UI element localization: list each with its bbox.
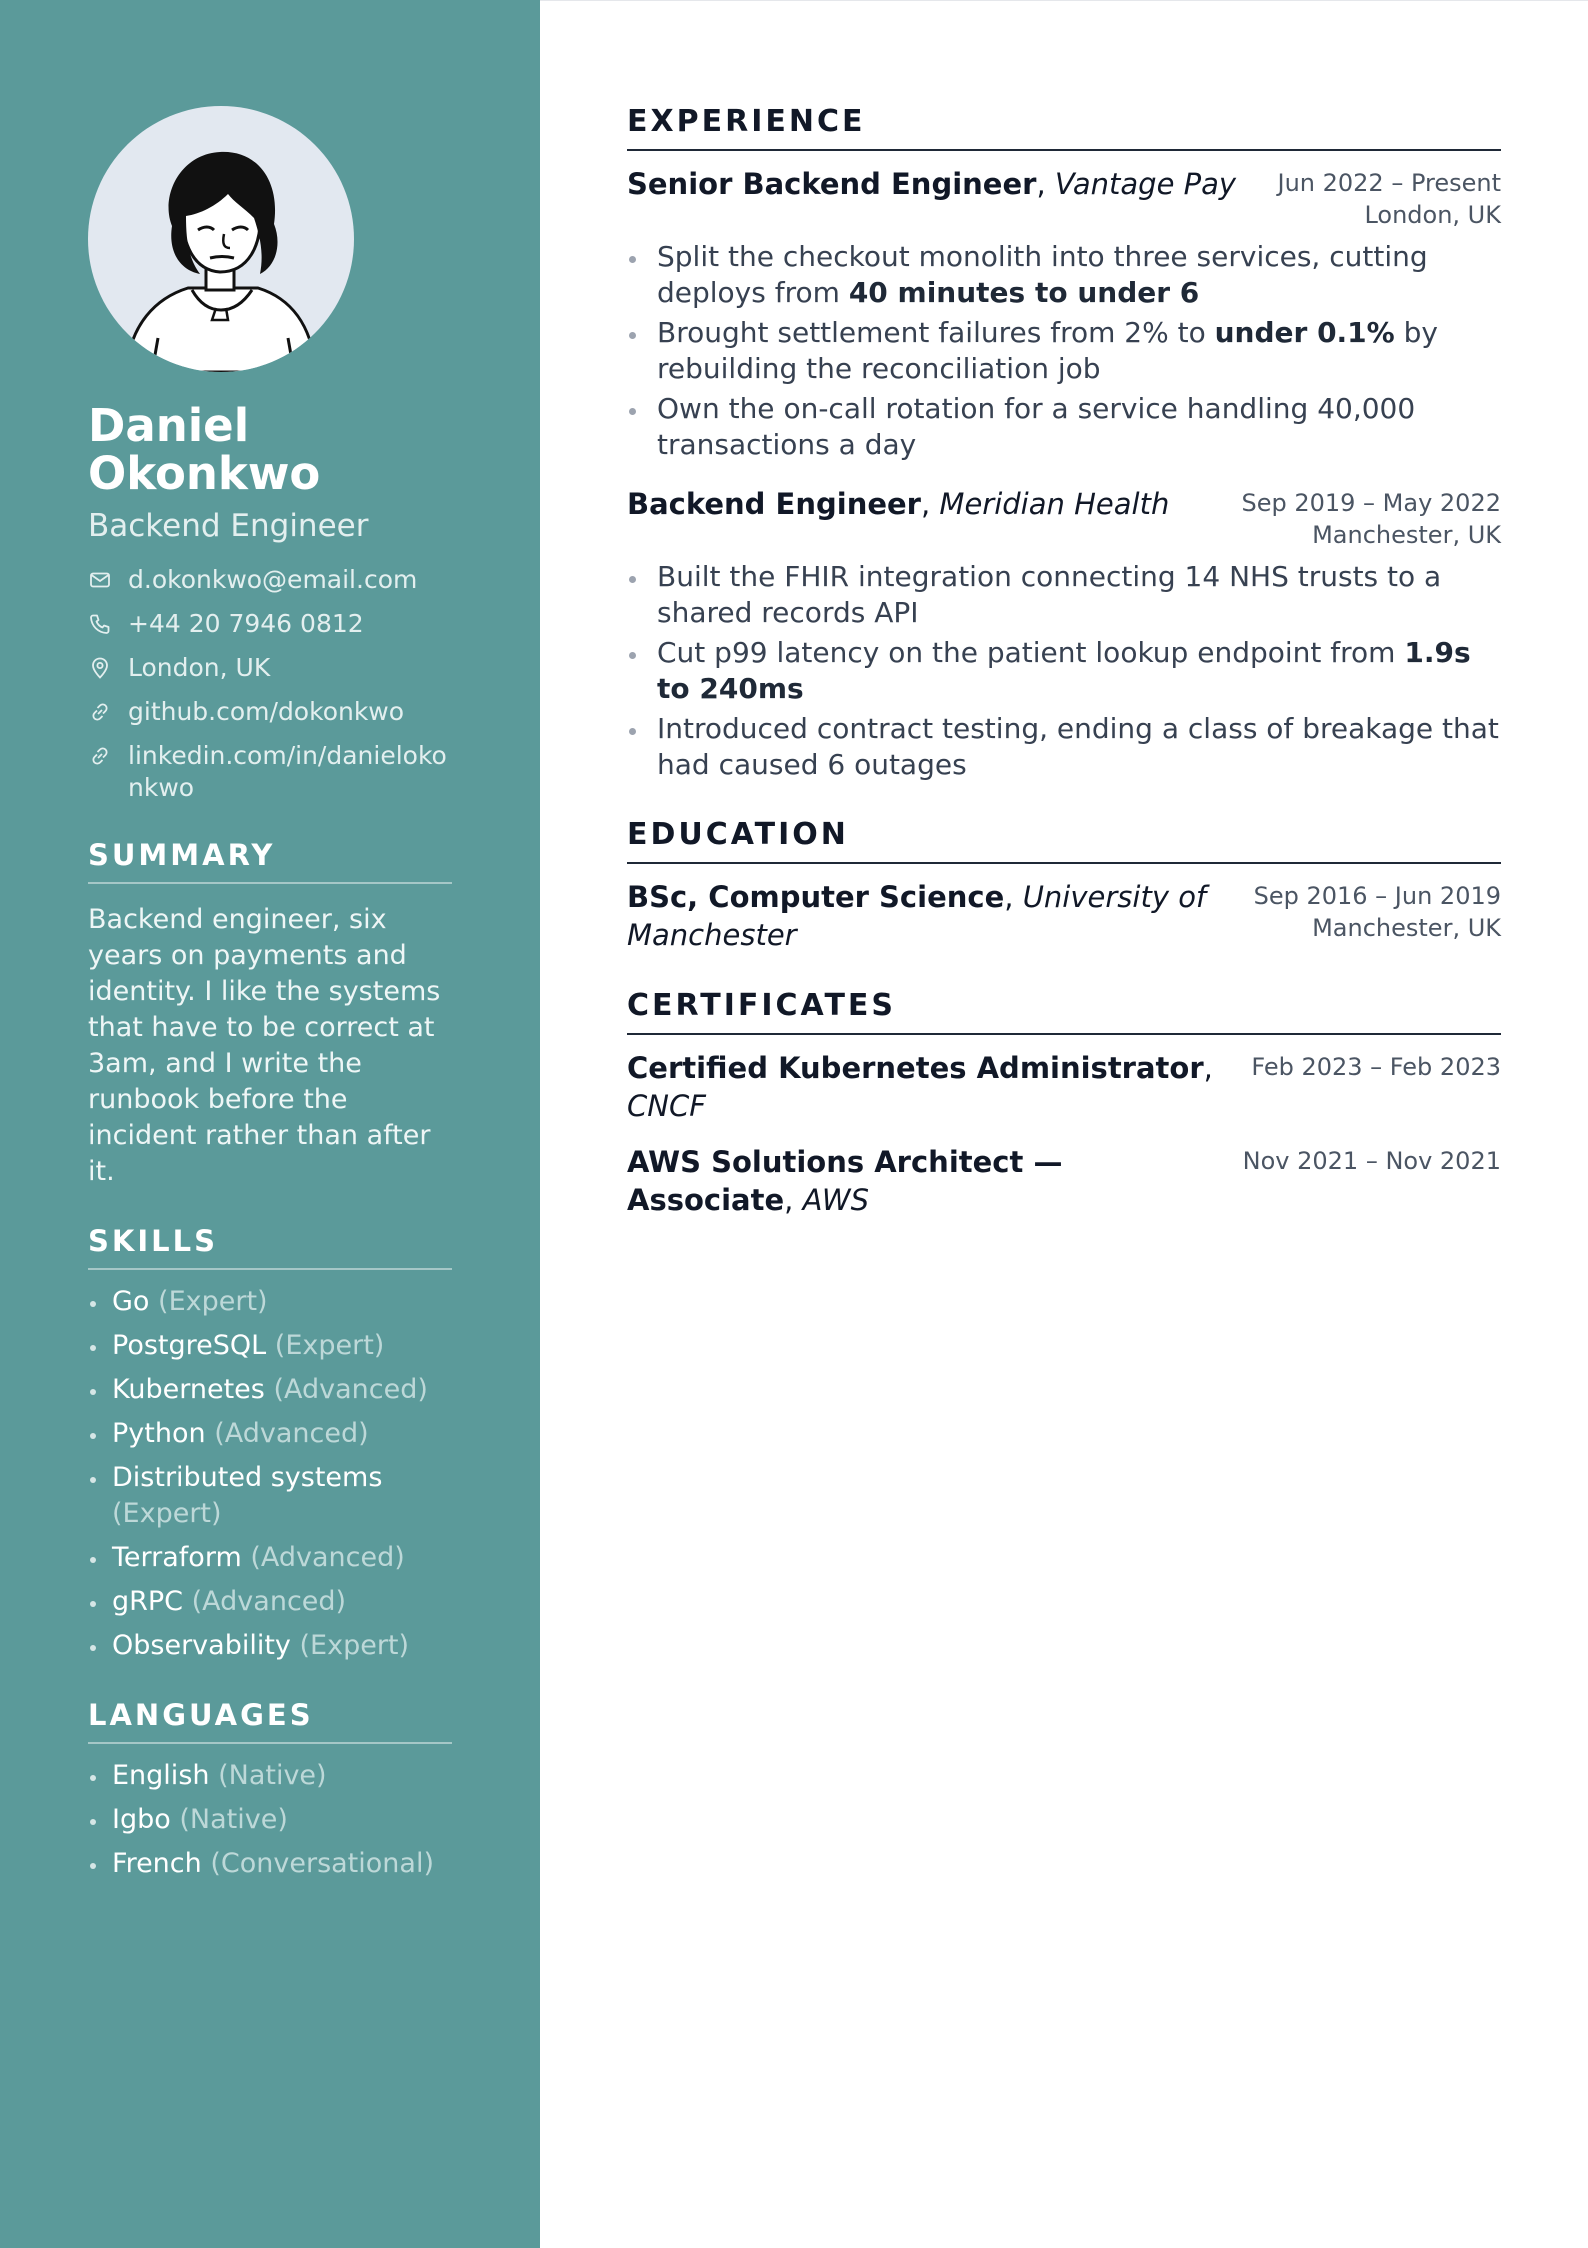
- job-bullet: [627, 391, 1501, 463]
- skill-item: [88, 1372, 452, 1408]
- skill-item: [88, 1416, 452, 1452]
- education-location: Manchester, UK: [1312, 914, 1501, 942]
- contact-list: [88, 564, 452, 804]
- education-degree: BSc, Computer Science: [627, 880, 1005, 914]
- job-dates: Sep 2019 – May 2022: [1241, 489, 1501, 517]
- job-bullet: [627, 635, 1501, 707]
- certificate-title-line: [627, 1143, 1067, 1219]
- location-pin-icon: [88, 656, 112, 680]
- languages-heading: LANGUAGES: [88, 1698, 452, 1744]
- education-title-line: [627, 878, 1247, 954]
- bullet-highlight: 40 minutes to under 6: [848, 276, 1200, 309]
- language-level: (Native): [218, 1760, 327, 1791]
- skill-level: (Expert): [158, 1286, 268, 1317]
- skill-name: gRPC: [112, 1586, 184, 1617]
- skill-name: PostgreSQL: [112, 1330, 267, 1361]
- skill-item: [88, 1460, 452, 1532]
- languages-list: [88, 1758, 452, 1882]
- job-bullets: [627, 239, 1501, 463]
- skill-name: Terraform: [112, 1542, 242, 1573]
- first-name: Daniel: [88, 399, 250, 452]
- certificate-header: [627, 1143, 1501, 1219]
- bullet-text-end: by rebuilding the reconciliation job: [657, 316, 1438, 385]
- education-entry: [627, 878, 1501, 954]
- certificate-entry: [627, 1143, 1501, 1219]
- certificate-dates: Feb 2023 – Feb 2023: [1251, 1053, 1501, 1081]
- job-location: London, UK: [1364, 201, 1501, 229]
- job-header: [627, 485, 1501, 551]
- education-heading: EDUCATION: [627, 817, 1501, 864]
- experience-heading: EXPERIENCE: [627, 104, 1501, 151]
- sidebar: [0, 0, 540, 2248]
- main-content: [627, 104, 1501, 1219]
- skill-level: (Advanced): [250, 1542, 405, 1573]
- bullet-text: Own the on-call rotation for a service handling 40,000 transactions a day: [657, 392, 1416, 461]
- phone-icon: [88, 612, 112, 636]
- bullet-text: Introduced contract testing, ending a class of breakage that had caused 6 outages: [657, 712, 1499, 781]
- contact-location: [88, 652, 452, 684]
- contact-github[interactable]: [88, 696, 452, 728]
- job-bullet: [627, 239, 1501, 311]
- language-item: [88, 1846, 452, 1882]
- certificate-dates: Nov 2021 – Nov 2021: [1242, 1147, 1501, 1175]
- contact-email[interactable]: [88, 564, 452, 596]
- job-entry: [627, 485, 1501, 783]
- skill-level: (Advanced): [214, 1418, 369, 1449]
- certificate-separator: ,: [1203, 1051, 1213, 1085]
- education-dates: Sep 2016 – Jun 2019: [1253, 882, 1501, 910]
- job-role: Backend Engineer: [627, 487, 921, 521]
- skill-name: Go: [112, 1286, 150, 1317]
- skill-item: [88, 1328, 452, 1364]
- certificate-name: Certified Kubernetes Administrator: [627, 1051, 1204, 1085]
- education-meta: [1254, 880, 1501, 944]
- contact-linkedin-text: linkedin.com/in/danielokonkwo: [128, 741, 447, 802]
- skill-name: Python: [112, 1418, 206, 1449]
- skill-item: [88, 1628, 452, 1664]
- link-icon: [88, 744, 112, 768]
- person-illustration-icon: [88, 106, 354, 372]
- job-company: Vantage Pay: [1054, 167, 1237, 201]
- person-name: [88, 399, 452, 500]
- skill-level: (Advanced): [273, 1374, 428, 1405]
- education-separator: ,: [1004, 880, 1023, 914]
- certificate-issuer: CNCF: [627, 1089, 706, 1123]
- skill-level: (Expert): [274, 1330, 385, 1361]
- job-bullets: [627, 559, 1501, 783]
- skills-heading: SKILLS: [88, 1224, 452, 1270]
- language-level: (Native): [179, 1804, 288, 1835]
- job-bullet: [627, 315, 1501, 387]
- job-bullet: [627, 711, 1501, 783]
- skill-level: (Expert): [299, 1630, 410, 1661]
- contact-phone[interactable]: [88, 608, 452, 640]
- job-title-line: [627, 165, 1236, 203]
- skill-item: [88, 1584, 452, 1620]
- education-header: [627, 878, 1501, 954]
- skill-item: [88, 1540, 452, 1576]
- job-entry: [627, 165, 1501, 463]
- certificate-header: [627, 1049, 1501, 1125]
- bullet-text: Built the FHIR integration connecting 14 NHS trusts to a shared records API: [657, 560, 1442, 629]
- certificate-title-line: [627, 1049, 1247, 1125]
- skill-item: [88, 1284, 452, 1320]
- language-name: French: [112, 1848, 202, 1879]
- language-item: [88, 1802, 452, 1838]
- job-company: Meridian Health: [939, 487, 1170, 521]
- certificates-heading: CERTIFICATES: [627, 988, 1501, 1035]
- job-role: Senior Backend Engineer: [627, 167, 1037, 201]
- certificate-meta: [1243, 1145, 1501, 1177]
- job-meta: [1241, 487, 1501, 551]
- bullet-text: Split the checkout monolith into three services, cutting deploys from: [657, 240, 1428, 309]
- avatar: [88, 106, 354, 372]
- contact-email-text: d.okonkwo@email.com: [128, 565, 418, 594]
- bullet-text: Cut p99 latency on the patient lookup endpoint from: [657, 636, 1405, 669]
- job-meta: [1277, 167, 1501, 231]
- skill-name: Kubernetes: [112, 1374, 265, 1405]
- certificate-issuer: AWS: [802, 1183, 869, 1217]
- contact-location-text: London, UK: [128, 653, 271, 682]
- job-location: Manchester, UK: [1312, 521, 1501, 549]
- skill-name: Distributed systems: [112, 1462, 383, 1493]
- language-item: [88, 1758, 452, 1794]
- skill-name: Observability: [112, 1630, 291, 1661]
- job-separator: ,: [920, 487, 940, 521]
- certificate-name: AWS Solutions Architect — Associate: [627, 1145, 1063, 1217]
- certificate-meta: [1251, 1051, 1501, 1083]
- certificate-entry: [627, 1049, 1501, 1125]
- bullet-text: Brought settlement failures from 2% to: [657, 316, 1215, 349]
- job-title: Backend Engineer: [88, 508, 369, 544]
- language-name: Igbo: [112, 1804, 171, 1835]
- job-separator: ,: [1036, 167, 1055, 201]
- job-header: [627, 165, 1501, 231]
- summary-text: Backend engineer, six years on payments and identity. I like the systems that have to be correct at 3am, and I write the runbook before the incident rather than after it.: [88, 904, 441, 1187]
- bullet-highlight: 1.9s to 240ms: [657, 636, 1471, 705]
- bullet-highlight: under 0.1%: [1214, 316, 1395, 349]
- language-level: (Conversational): [210, 1848, 434, 1879]
- link-icon: [88, 700, 112, 724]
- skill-level: (Advanced): [191, 1586, 347, 1617]
- job-dates: Jun 2022 – Present: [1277, 169, 1501, 197]
- skills-list: [88, 1284, 452, 1664]
- contact-linkedin[interactable]: [88, 740, 452, 804]
- skill-level: (Expert): [112, 1498, 222, 1529]
- contact-github-text: github.com/dokonkwo: [128, 697, 405, 726]
- summary-heading: SUMMARY: [88, 838, 452, 884]
- job-bullet: [627, 559, 1501, 631]
- education-school: University of Manchester: [627, 880, 1207, 952]
- certificate-separator: ,: [784, 1183, 803, 1217]
- mail-icon: [88, 568, 112, 592]
- language-name: English: [112, 1760, 210, 1791]
- job-title-line: [627, 485, 1169, 523]
- last-name: Okonkwo: [88, 447, 321, 500]
- contact-phone-text: +44 20 7946 0812: [128, 609, 364, 638]
